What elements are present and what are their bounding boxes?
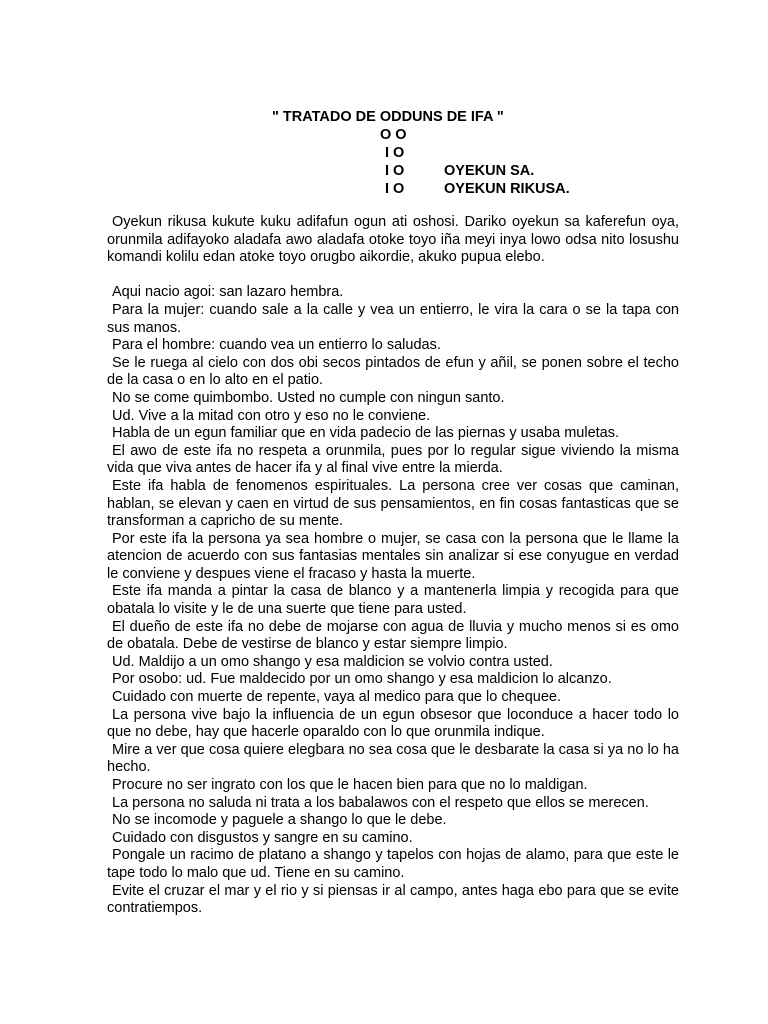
paragraph: Cuidado con muerte de repente, vaya al medico para que lo chequee. (112, 689, 561, 706)
paragraph: Ud. Maldijo a un omo shango y esa maldicion se volvio contra usted. (112, 653, 553, 670)
odu-sign-row: O O (380, 127, 407, 143)
paragraph: No se incomode y paguele a shango lo que le debe. (112, 812, 447, 829)
paragraph: Ud. Vive a la mitad con otro y eso no le conviene. (112, 407, 431, 424)
paragraph: La persona vive bajo la influencia de un egun obsesor que loconduce a hacer todo lo que no debe, hay que hacerle oparaldo con lo que orunmila indique. (107, 706, 679, 741)
odu-name: OYEKUN RIKUSA. (444, 181, 570, 197)
paragraph: Habla de un egun familiar que en vida padecio de las piernas y usaba muletas. (112, 425, 620, 442)
paragraph: Se le ruega al cielo con dos obi secos pintados de efun y añil, se ponen sobre el techo de la casa o en lo alto en el patio. (107, 354, 679, 389)
document-body (107, 214, 679, 918)
paragraph: Para el hombre: cuando vea un entierro lo saludas. (112, 337, 441, 354)
paragraph: Por este ifa la persona ya sea hombre o mujer, se casa con la persona que le llame la atencion de acuerdo con sus fantasias mentales sin analizar si ese conyugue en verdad le conviene y despues viene el fracaso y hasta la muerte. (107, 530, 679, 582)
document-title: " TRATADO DE ODDUNS DE IFA " (272, 109, 504, 125)
paragraph: Aqui nacio agoi: san lazaro hembra. (112, 284, 344, 301)
paragraph: Por osobo: ud. Fue maldecido por un omo shango y esa maldicion lo alcanzo. (112, 671, 612, 688)
paragraph: No se come quimbombo. Usted no cumple con ningun santo. (112, 389, 505, 406)
paragraph: Este ifa habla de fenomenos espirituales. La persona cree ver cosas que caminan, hablan, se elevan y caen en virtud de sus pensamientos, en fin cosas fantasticas que se transforman a capricho de su mente. (107, 477, 679, 530)
odu-name: OYEKUN SA. (444, 163, 535, 179)
paragraph: Procure no ser ingrato con los que le hacen bien para que no lo maldigan. (112, 777, 588, 793)
paragraph: Este ifa manda a pintar la casa de blanco y a mantenerla limpia y recogida para que obatala lo visite y le de una suerte que tiene para usted. (107, 583, 679, 618)
paragraph: El awo de este ifa no respeta a orunmila, pues por lo regular sigue viviendo la misma vida que viva antes de hacer ifa y al final vive entre la mierda. (107, 442, 679, 477)
paragraph: Para la mujer: cuando sale a la calle y vea un entierro, le vira la cara o se la tapa con sus manos. (107, 301, 679, 336)
odu-sign-row: I O (385, 163, 405, 179)
odu-sign-row: I O (385, 181, 405, 197)
paragraph: Cuidado con disgustos y sangre en su camino. (112, 829, 413, 846)
paragraph: Pongale un racimo de platano a shango y tapelos con hojas de alamo, para que este le tape todo lo malo que ud. Tiene en su camino. (107, 847, 679, 881)
paragraph: Mire a ver que cosa quiere elegbara no sea cosa que le desbarate la casa si ya no lo ha hecho. (107, 741, 679, 776)
odu-sign-row: I O (385, 145, 405, 161)
intro-paragraph: Oyekun rikusa kukute kuku adifafun ogun ati oshosi. Dariko oyekun sa kaferefun oya, orunmila adifayoko aladafa awo aladafa otoke toyo iña meyi inya lowo odsa nito losushu komandi kolilu edan atoke toyo orugbo aikordie, akuko pupua elebo. (107, 214, 679, 266)
paragraph: El dueño de este ifa no debe de mojarse con agua de lluvia y mucho menos si es omo de obatala. Debe de vestirse de blanco y estar siempre limpio. (107, 618, 679, 653)
paragraph: La persona no saluda ni trata a los babalawos con el respeto que ellos se merecen. (112, 794, 649, 811)
paragraph: Evite el cruzar el mar y el rio y si piensas ir al campo, antes haga ebo para que se evite contratiempos. (107, 882, 679, 917)
